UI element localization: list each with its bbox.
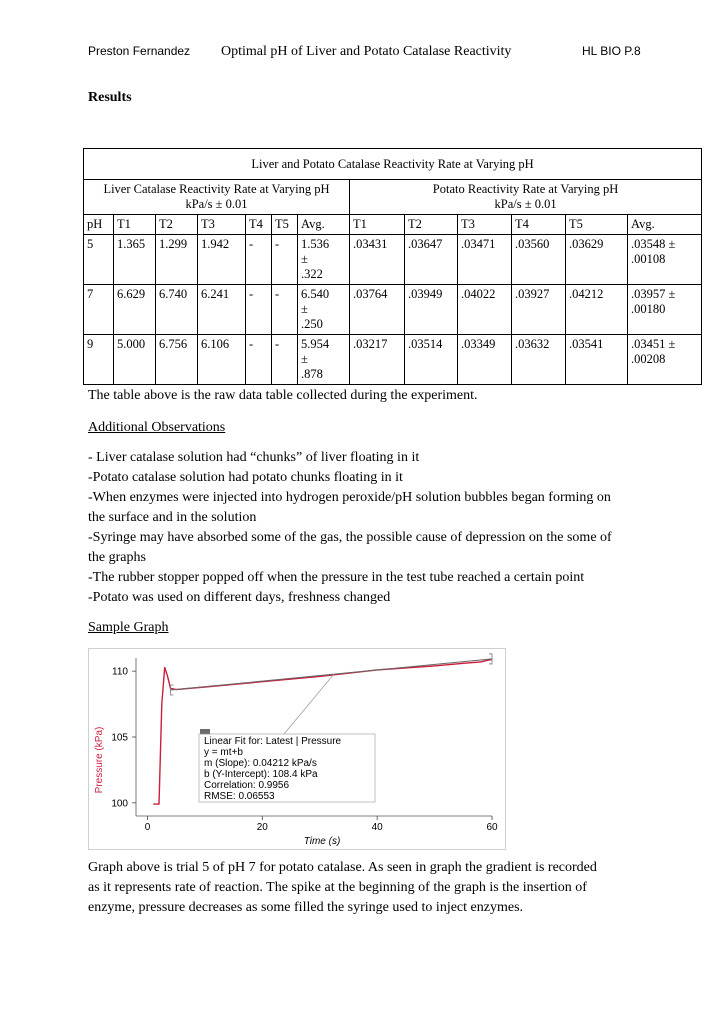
- col-header: T5: [566, 215, 628, 235]
- observation-line: - Liver catalase solution had “chunks” of liver floating in it: [88, 450, 420, 465]
- liver-group-header: Liver Catalase Reactivity Rate at Varying pH kPa/s ± 0.01: [84, 180, 350, 215]
- cell-potato-t4: .03560: [512, 235, 566, 285]
- cell-potato-t2: .03514: [405, 335, 458, 385]
- col-header: Avg.: [298, 215, 350, 235]
- y-axis-label: Pressure (kPa): [94, 726, 105, 794]
- cell-liver-t5: -: [272, 335, 298, 385]
- col-header: T2: [156, 215, 198, 235]
- x-axis-label: Time (s): [303, 836, 341, 847]
- col-header: T1: [350, 215, 405, 235]
- cell-liver-t2: 1.299: [156, 235, 198, 285]
- note-line: Graph above is trial 5 of pH 7 for potato catalase. As seen in graph the gradient is recorded: [88, 860, 597, 875]
- cell-potato-avg: .03548 ± .00108: [628, 235, 702, 285]
- graph-note: [88, 858, 648, 918]
- cell-liver-t5: -: [272, 285, 298, 335]
- cell-ph: 9: [84, 335, 114, 385]
- sample-graph-heading: Sample Graph: [88, 620, 169, 635]
- observation-line: -Potato was used on different days, freshness changed: [88, 590, 391, 605]
- col-header: T1: [114, 215, 156, 235]
- annotation-line: RMSE: 0.06553: [204, 791, 275, 802]
- observation-line: -When enzymes were injected into hydrogen peroxide/pH solution bubbles began forming on: [88, 490, 611, 505]
- col-header: pH: [84, 215, 114, 235]
- note-line: enzyme, pressure decreases as some filled the syringe used to inject enzymes.: [88, 900, 524, 915]
- cell-potato-t3: .03471: [458, 235, 512, 285]
- cell-liver-t2: 6.756: [156, 335, 198, 385]
- annotation-line: b (Y-Intercept): 108.4 kPa: [204, 769, 318, 780]
- x-tick-label: 40: [371, 822, 383, 833]
- cell-potato-t3: .03349: [458, 335, 512, 385]
- cell-potato-t1: .03764: [350, 285, 405, 335]
- table-caption: The table above is the raw data table collected during the experiment.: [88, 388, 478, 403]
- observation-line: -Syringe may have absorbed some of the gas, the possible cause of depression on the some of: [88, 530, 612, 545]
- table-title-row: [84, 149, 702, 180]
- header-course: HL BIO P.8: [582, 44, 641, 58]
- observation-line: -The rubber stopper popped off when the pressure in the test tube reached a certain point: [88, 570, 585, 585]
- cell-potato-t1: .03431: [350, 235, 405, 285]
- cell-liver-avg: 6.540 ± .250: [298, 285, 350, 335]
- raw-data-table: [83, 148, 702, 385]
- potato-group-header: Potato Reactivity Rate at Varying pH kPa/s ± 0.01: [350, 180, 702, 215]
- table-group-row: [84, 180, 702, 215]
- cell-potato-t5: .03541: [566, 335, 628, 385]
- cell-potato-avg: .03957 ± .00180: [628, 285, 702, 335]
- col-header: T4: [246, 215, 272, 235]
- cell-potato-t5: .03629: [566, 235, 628, 285]
- y-tick-label: 105: [111, 732, 128, 744]
- cell-ph: 7: [84, 285, 114, 335]
- annotation-line: Correlation: 0.9956: [204, 780, 290, 791]
- table-row: [84, 235, 702, 285]
- cell-potato-avg: .03451 ± .00208: [628, 335, 702, 385]
- x-tick-label: 20: [256, 822, 268, 833]
- observation-line: the surface and in the solution: [88, 510, 257, 525]
- cell-liver-t3: 6.241: [198, 285, 246, 335]
- observation-line: the graphs: [88, 550, 146, 565]
- x-tick-label: 0: [144, 822, 151, 833]
- table-row: [84, 335, 702, 385]
- cell-potato-t4: .03927: [512, 285, 566, 335]
- cell-potato-t3: .04022: [458, 285, 512, 335]
- col-header: T4: [512, 215, 566, 235]
- col-header: T2: [405, 215, 458, 235]
- cell-liver-t2: 6.740: [156, 285, 198, 335]
- col-header: T3: [198, 215, 246, 235]
- header-author: Preston Fernandez: [88, 44, 191, 58]
- results-heading: Results: [88, 90, 132, 105]
- cell-ph: 5: [84, 235, 114, 285]
- x-tick-label: 60: [486, 822, 498, 833]
- cell-potato-t2: .03647: [405, 235, 458, 285]
- col-header: T5: [272, 215, 298, 235]
- col-header: T3: [458, 215, 512, 235]
- table-title: Liver and Potato Catalase Reactivity Rate at Varying pH: [84, 149, 702, 180]
- table-header-row: [84, 215, 702, 235]
- cell-liver-avg: 5.954 ± .878: [298, 335, 350, 385]
- observations-list: [88, 448, 612, 608]
- cell-potato-t4: .03632: [512, 335, 566, 385]
- y-tick-label: 110: [112, 666, 128, 678]
- cell-liver-t3: 6.106: [198, 335, 246, 385]
- cell-potato-t1: .03217: [350, 335, 405, 385]
- cell-liver-t5: -: [272, 235, 298, 285]
- pressure-time-graph: [88, 648, 506, 850]
- annotation-line: m (Slope): 0.04212 kPa/s: [204, 758, 317, 769]
- annotation-line: Linear Fit for: Latest | Pressure: [204, 736, 342, 747]
- cell-liver-t1: 1.365: [114, 235, 156, 285]
- cell-liver-t4: -: [246, 235, 272, 285]
- note-line: as it represents rate of reaction. The spike at the beginning of the graph is the insertion of: [88, 880, 587, 895]
- observations-heading: Additional Observations: [88, 420, 226, 435]
- table-row: [84, 285, 702, 335]
- cell-liver-t1: 6.629: [114, 285, 156, 335]
- annotation-line: y = mt+b: [204, 747, 243, 758]
- cell-liver-t4: -: [246, 285, 272, 335]
- pressure-chart-svg: [88, 648, 506, 850]
- cell-potato-t2: .03949: [405, 285, 458, 335]
- y-tick-label: 100: [111, 798, 128, 810]
- col-header: Avg.: [628, 215, 702, 235]
- cell-liver-t3: 1.942: [198, 235, 246, 285]
- cell-liver-avg: 1.536 ± .322: [298, 235, 350, 285]
- cell-potato-t5: .04212: [566, 285, 628, 335]
- observation-line: -Potato catalase solution had potato chunks floating in it: [88, 470, 403, 485]
- header-title: Optimal pH of Liver and Potato Catalase Reactivity: [221, 44, 512, 59]
- cell-liver-t1: 5.000: [114, 335, 156, 385]
- cell-liver-t4: -: [246, 335, 272, 385]
